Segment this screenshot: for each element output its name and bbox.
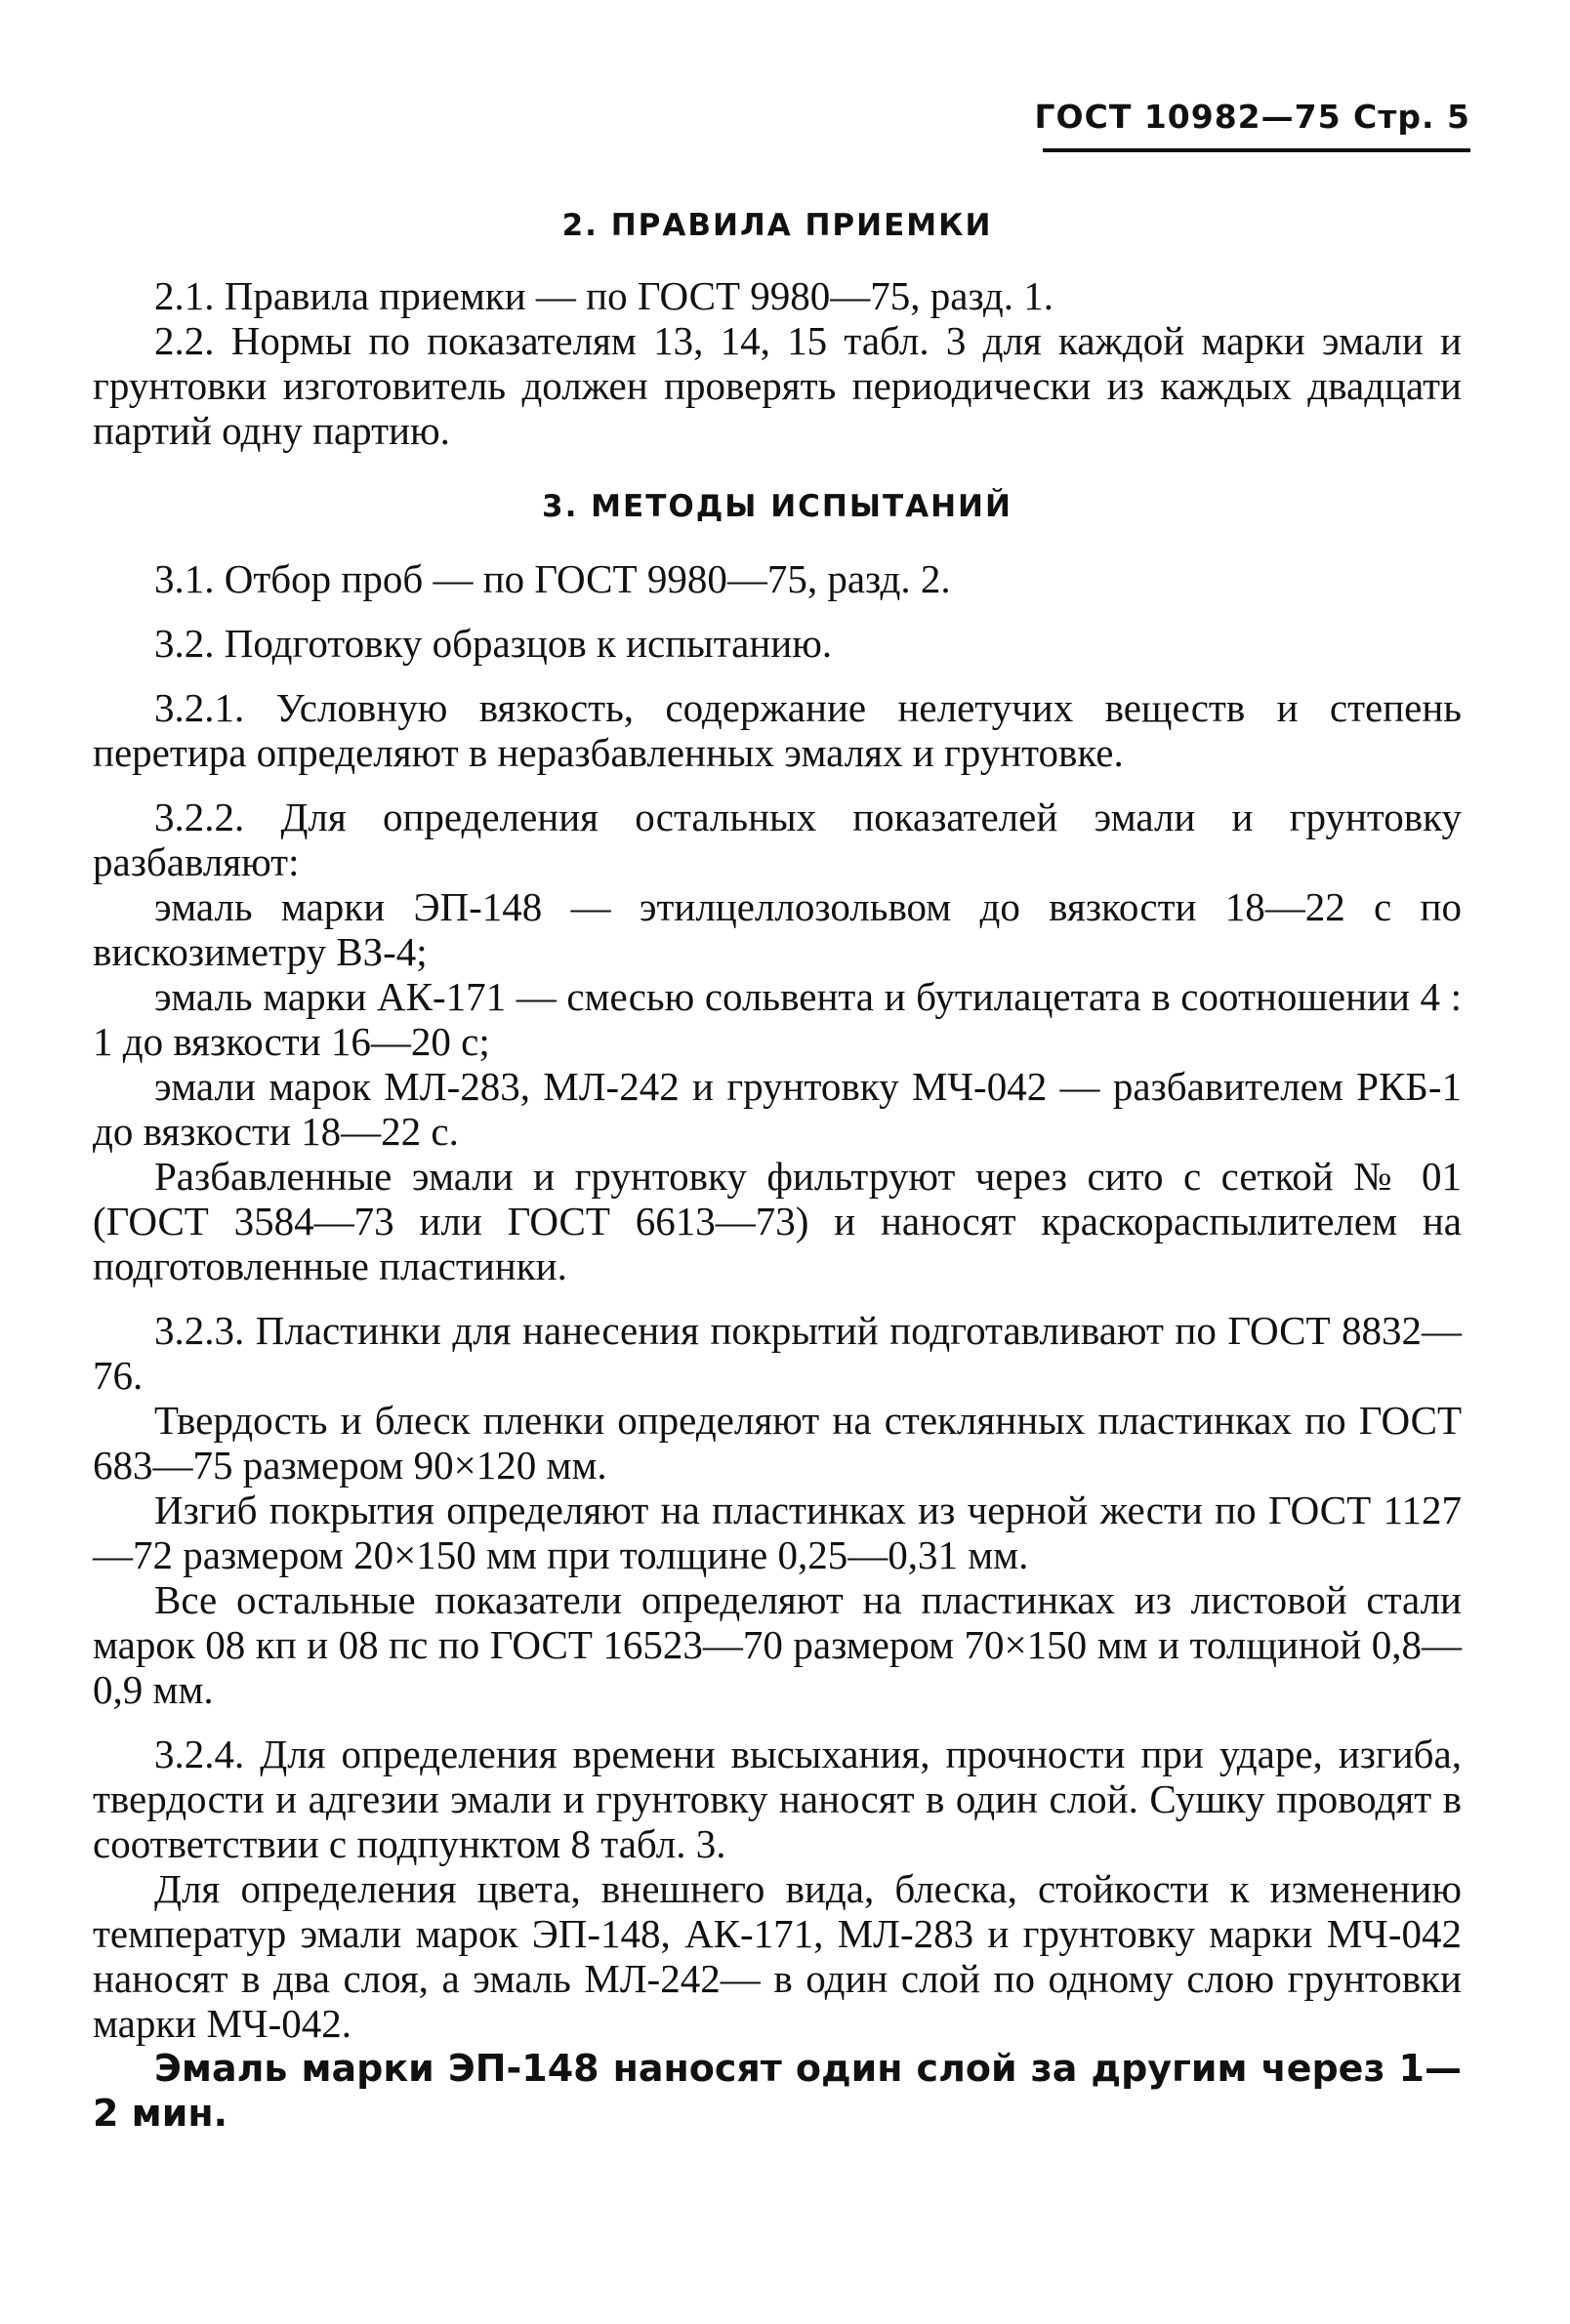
paragraph-3-2-2: 3.2.2. Для определения остальных показателей эмали и грунтовку разбавляют:	[93, 795, 1462, 884]
page-header-text: ГОСТ 10982—75 Стр. 5	[1034, 98, 1470, 136]
paragraph-3-2-3: 3.2.3. Пластинки для нанесения покрытий подготавливают по ГОСТ 8832—76.	[93, 1308, 1462, 1398]
document-body	[93, 193, 1462, 2136]
page-header	[1034, 98, 1470, 154]
paragraph-3-2-1: 3.2.1. Условную вязкость, содержание нелетучих веществ и степень перетира определяют в неразбавленных эмалях и грунтовке.	[93, 685, 1462, 775]
paragraph-3-2-4: 3.2.4. Для определения времени высыхания, прочности при ударе, изгиба, твердости и адгезии эмали и грунтовку наносят в один слой. Сушку проводят в соответствии с подпунктом 8 табл. 3.	[93, 1732, 1462, 1866]
paragraph-2-1: 2.1. Правила приемки — по ГОСТ 9980—75, разд. 1.	[154, 273, 1054, 318]
paragraph-3-2-2-ep148: эмаль марки ЭП-148 — этилцеллозольвом до вязкости 18—22 с по вискозиметру ВЗ-4;	[93, 884, 1462, 974]
paragraph-3-2-2-filter: Разбавленные эмали и грунтовку фильтруют через сито с сеткой № 01 (ГОСТ 3584—73 или ГОСТ 6613—73) и наносят краскораспылителем на подготовленные пластинки.	[93, 1154, 1462, 1288]
paragraph-3-2-2-ak171: эмаль марки АК-171 — смесью сольвента и бутилацетата в соотношении 4 : 1 до вязкости 16—20 с;	[93, 974, 1462, 1064]
header-rule	[1043, 148, 1470, 152]
paragraph-3-1: 3.1. Отбор проб — по ГОСТ 9980—75, разд. 2.	[154, 556, 951, 601]
paragraph-3-2-4-layers: Для определения цвета, внешнего вида, блеска, стойкости к изменению температур эмали марок ЭП-148, АК-171, МЛ-283 и грунтовку марки МЧ-042 наносят в два слоя, а эмаль МЛ-242— в один слой по одному слою грунтовки марки МЧ-042.	[93, 1866, 1462, 2046]
paragraph-3-2-2-ml: эмали марок МЛ-283, МЛ-242 и грунтовку МЧ-042 — разбавителем РКБ-1 до вязкости 18—22 с.	[93, 1064, 1462, 1154]
paragraph-2-2: 2.2. Нормы по показателям 13, 14, 15 табл. 3 для каждой марки эмали и грунтовки изготовитель должен проверять периодически из каждых двадцати партий одну партию.	[93, 318, 1462, 453]
paragraph-3-2-4-ep148: Эмаль марки ЭП-148 наносят один слой за другим через 1—2 мин.	[93, 2047, 1462, 2135]
paragraph-3-2: 3.2. Подготовку образцов к испытанию.	[154, 621, 833, 666]
section-heading-acceptance-rules: 2. ПРАВИЛА ПРИЕМКИ	[561, 208, 993, 243]
section-heading-test-methods: 3. МЕТОДЫ ИСПЫТАНИЙ	[542, 489, 1012, 524]
paragraph-3-2-3-bend: Изгиб покрытия определяют на пластинках из черной жести по ГОСТ 1127—72 размером 20×150 мм при толщине 0,25—0,31 мм.	[93, 1488, 1462, 1577]
paragraph-3-2-3-other: Все остальные показатели определяют на пластинках из листовой стали марок 08 кп и 08 пс по ГОСТ 16523—70 размером 70×150 мм и толщиной 0,8—0,9 мм.	[93, 1577, 1462, 1712]
paragraph-3-2-3-hardness: Твердость и блеск пленки определяют на стеклянных пластинках по ГОСТ 683—75 размером 90×120 мм.	[93, 1398, 1462, 1488]
